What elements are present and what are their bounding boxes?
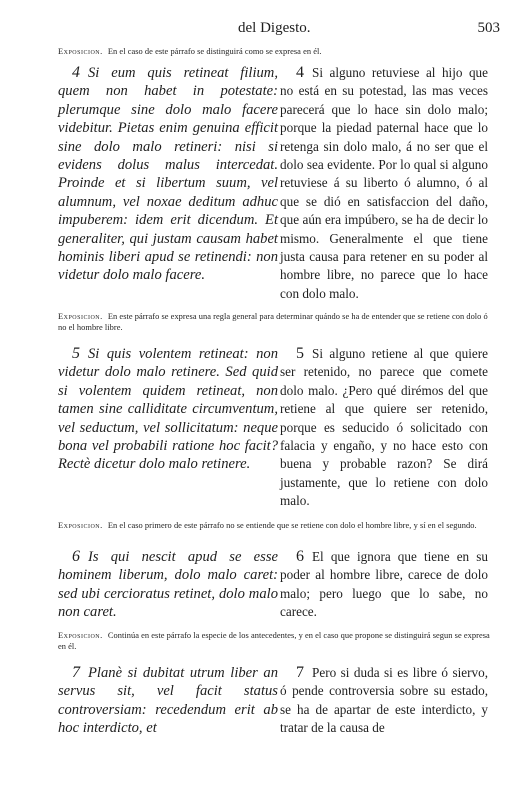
- spanish-text-section-5: [280, 345, 488, 511]
- latin-paragraph: Is qui nescit apud se esse hominem liberum, dolo malo caret: sed ubi cercioratus retinet, dolo malo non caret.: [58, 549, 278, 621]
- section-number-spanish: 5: [296, 345, 304, 362]
- exposicion-label: Exposicion.: [58, 312, 103, 321]
- exposicion-section-5: [58, 520, 498, 531]
- latin-paragraph: Si eum quis retineat filium, quem non habet in potestate: plerumque sine dolo malo facere videbitur. Pietas enim genuina efficit sine dolo malo retineri: nisi si evidens dolus malus intercedat. Proinde et si libertum suum, vel alumnum, vel noxae deditum adhuc impuberem: idem erit dicendum. Et generaliter, qui justam causam habet hominis liberi apud se retinendi: non videtur dolo malo facere.: [58, 65, 278, 284]
- exposicion-text: En el caso primero de este párrafo no se entiende que se retiene con dolo el hombre libre, y sí en el segundo.: [107, 521, 477, 530]
- spanish-text-section-4: [280, 64, 488, 303]
- exposicion-label: Exposicion.: [58, 521, 103, 530]
- running-title: del Digesto.: [238, 20, 311, 36]
- section-number-latin: 5: [72, 345, 80, 362]
- section-number-latin: 4: [72, 64, 80, 81]
- spanish-text-section-6: [280, 548, 488, 622]
- exposicion-text: Continúa en este párrafo la especie de los antecedentes, y en el caso que propone se distinguirá segun se expresa en él.: [58, 631, 490, 651]
- section-number-latin: 7: [72, 664, 80, 681]
- page-header: [0, 20, 532, 44]
- spanish-paragraph: El que ignora que tiene en su poder al hombre libre, carece de dolo malo; pero luego que lo sabe, no carece.: [280, 549, 488, 620]
- exposicion-label: Exposicion.: [58, 47, 103, 56]
- spanish-paragraph: Pero si duda si es libre ó siervo, ó pende controversia sobre su estado, se ha de apartar de este interdicto, y tratar de la causa de: [280, 665, 488, 736]
- exposicion-section-4: [58, 311, 498, 333]
- exposicion-section-6: [58, 630, 498, 652]
- section-number-spanish: 7: [296, 664, 304, 681]
- section-number-spanish: 4: [296, 64, 304, 81]
- latin-text-section-7: [58, 664, 278, 738]
- latin-text-section-4: [58, 64, 278, 285]
- exposicion-label: Exposicion.: [58, 631, 103, 640]
- latin-text-section-6: [58, 548, 278, 622]
- exposicion-text: En el caso de este párrafo se distinguirá como se expresa en él.: [107, 47, 322, 56]
- spanish-text-section-7: [280, 664, 488, 738]
- exposicion-intro: [58, 46, 498, 57]
- page-number: 503: [477, 20, 500, 36]
- spanish-paragraph: Si alguno retiene al que quiere ser retenido, no parece que comete dolo malo. ¿Pero qué dirémos del que retiene al que quiere ser retenido, porque es seducido ó solicitado con falacia y engaño, y no hace esto con buena y probable razon? Se dirá justamente, que lo retiene con dolo malo.: [280, 346, 488, 509]
- latin-paragraph: Si quis volentem retineat: non videtur dolo malo retinere. Sed quid si volentem quidem retineat, non tamen sine calliditate circumventum, vel seductum, vel sollicitatum: neque bona vel probabili ratione hoc facit? Rectè dicetur dolo malo retinere.: [58, 346, 278, 473]
- section-number-latin: 6: [72, 548, 80, 565]
- exposicion-text: En este párrafo se expresa una regla general para determinar quándo se ha de entender que se retiene con dolo ó no el hombre libre.: [58, 312, 488, 332]
- spanish-paragraph: Si alguno retuviese al hijo que no está en su potestad, las mas veces parecerá que lo hace sin dolo malo; porque la piedad paternal hace que lo retenga sin dolo malo, á no ser que el dolo sea evidente. Por lo qual si alguno retuviese á su liberto ó alumno, ó al que se dió en satisfaccion del daño, que aún era impúbero, se ha de decir lo mismo. Generalmente el que tiene justa causa para retener en su poder al hombre libre, no parece que lo hace con dolo malo.: [280, 65, 488, 301]
- section-number-spanish: 6: [296, 548, 304, 565]
- latin-text-section-5: [58, 345, 278, 474]
- latin-paragraph: Planè si dubitat utrum liber an servus sit, vel facit status controversiam: recedendum erit ab hoc interdicto, et: [58, 665, 278, 737]
